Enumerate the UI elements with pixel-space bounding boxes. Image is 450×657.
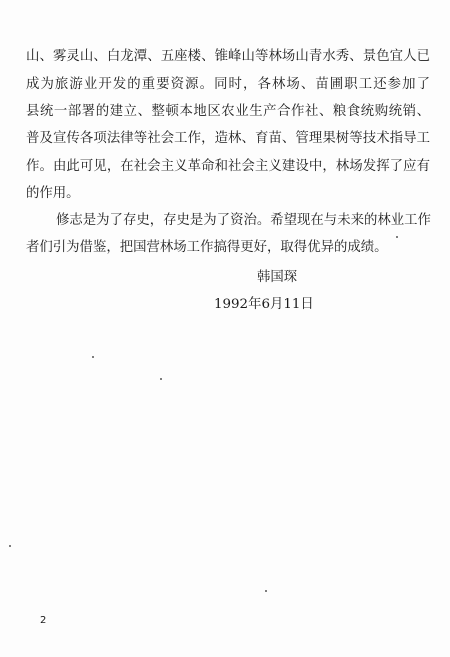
- paragraph1-line-5: 作。由此可见，在社会主义革命和社会主义建设中，林场发挥了应有: [26, 159, 430, 174]
- signature-date: 1992年6月11日: [214, 297, 314, 312]
- paragraph1-line-2: 成为旅游业开发的重要资源。同时，各林场、苗圃职工还参加了: [26, 77, 430, 92]
- paragraph1-line-4: 普及宣传各项法律等社会工作，造林、育苗、管理果树等技术指导工: [26, 131, 430, 146]
- scan-speck: [92, 356, 94, 358]
- scan-speck: [160, 378, 162, 380]
- paragraph1-line-3: 县统一部署的建立、整顿本地区农业生产合作社、粮食统购统销、: [26, 104, 430, 119]
- paragraph1-line-6: 的作用。: [26, 186, 80, 201]
- paragraph2-line-1: 修志是为了存史，存史是为了资治。希望现在与未来的林业工作: [56, 213, 431, 228]
- paragraph1-line-1: 山、雾灵山、白龙潭、五座楼、锥峰山等林场山青水秀、景色宜人已: [26, 49, 430, 64]
- signature-author: 韩国琛: [257, 270, 298, 285]
- scan-speck: [396, 236, 398, 238]
- paragraph2-line-2: 者们引为借鉴，把国营林场工作搞得更好，取得优异的成绩。: [26, 240, 388, 255]
- page-number: 2: [40, 615, 47, 626]
- scan-speck: [265, 590, 267, 592]
- scan-speck: [9, 545, 11, 547]
